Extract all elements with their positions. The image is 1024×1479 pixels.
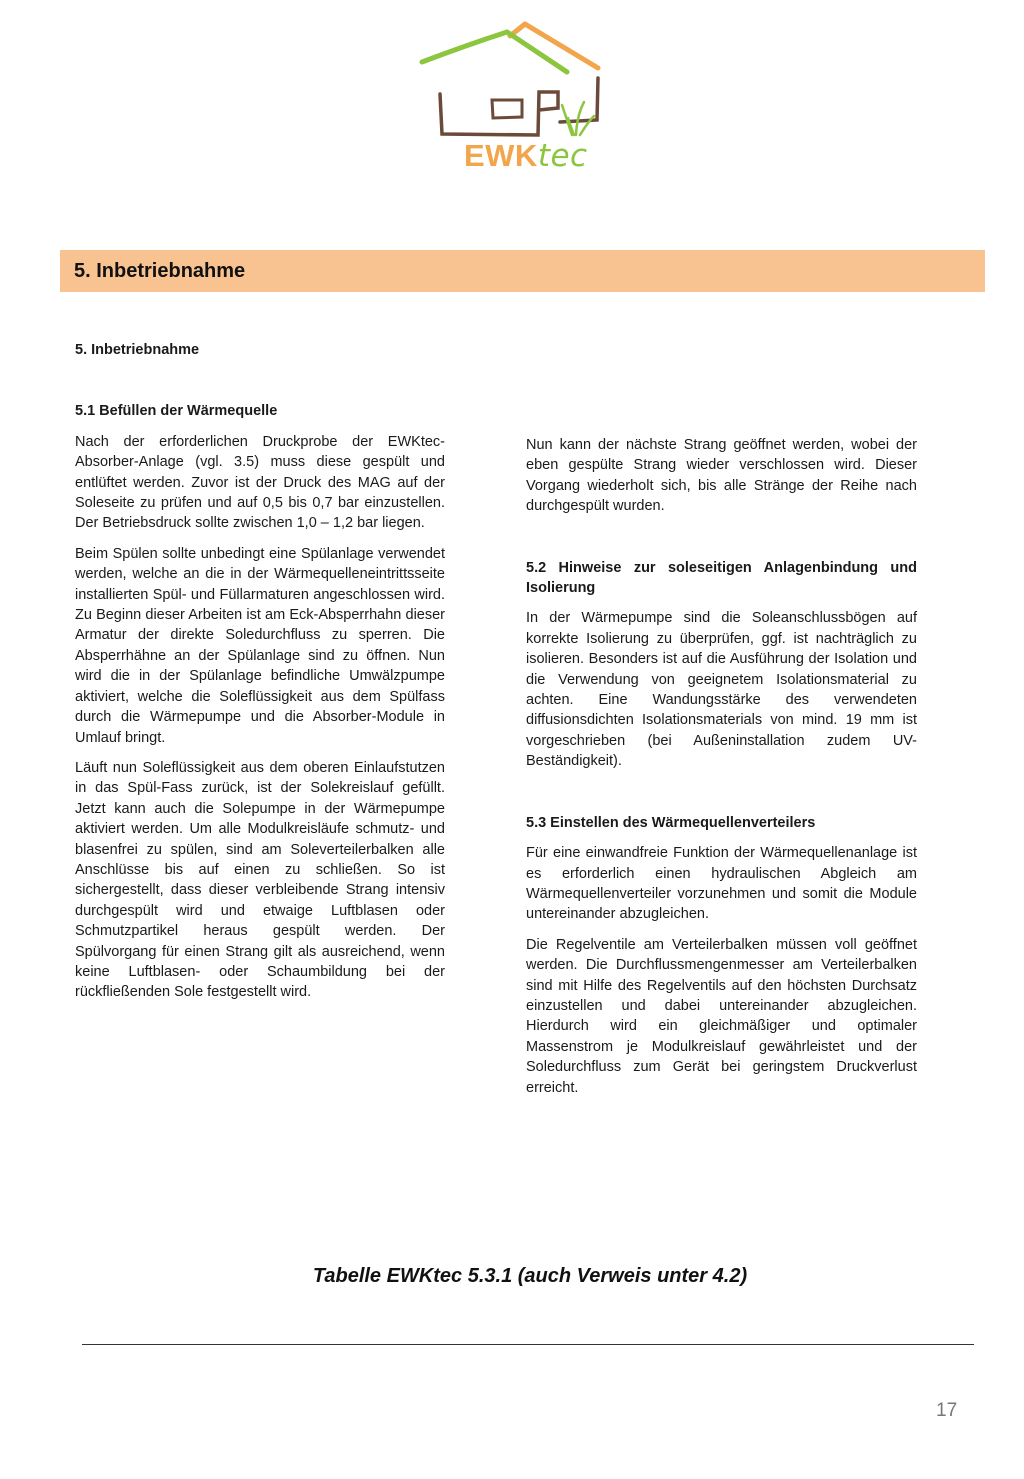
footer-divider <box>82 1344 974 1345</box>
subsection-heading-5-2: 5.2 Hinweise zur soleseitigen Anlagenbindung und Isolierung <box>526 559 917 597</box>
subsection-heading-5-3: 5.3 Einstellen des Wärmequellenverteilers <box>526 814 816 831</box>
paragraph: Läuft nun Soleflüssigkeit aus dem oberen Einlaufstutzen in das Spül-Fass zurück, ist der Solekreislauf gefüllt. Jetzt kann auch die Solepumpe in der Wärmepumpe aktiviert werden. Um alle Modulkreisläufe schmutz- und blasenfrei zu spülen, sind am Soleverteilerbalken alle Anschlüsse bis auf einen zu schließen. So ist sichergestellt, dass dieser verbleibende Strang intensiv durchgespült wird und etwaige Luftblasen oder Schmutzpartikel heraus gespült werden. Der Spülvorgang für einen Strang gilt als ausreichend, wenn keine Luftblasen- oder Schaumbildung bei der rückfließenden Sole festgestellt wird. <box>75 759 445 1001</box>
ewktec-logo <box>412 10 612 180</box>
chapter-title: 5. Inbetriebnahme <box>74 260 246 282</box>
page-number: 17 <box>936 1400 958 1421</box>
paragraph: In der Wärmepumpe sind die Soleanschlussbögen auf korrekte Isolierung zu überprüfen, ggf. ist nachträglich zu isolieren. Besonders ist auf die Ausführung der Isolation und die Verwendung von geeignetem Isolationsmaterial zu achten. Eine Wandungsstärke des verwendeten diffusionsdichten Isolationsmaterials von mind. 19 mm ist vorgeschrieben (bei Außeninstallation zudem UV-Beständigkeit). <box>526 610 917 770</box>
logo-wordmark <box>464 138 588 174</box>
subsection-heading-5-1: 5.1 Befüllen der Wärmequelle <box>75 403 278 420</box>
paragraph: Die Regelventile am Verteilerbalken müssen voll geöffnet werden. Die Durchflussmengenmesser am Verteilerbalken sind mit Hilfe des Regelventils auf den höchsten Durchsatz einzustellen und dabei untereinander abzugleichen. Hierdurch wird ein gleichmäßiger und optimaler Massenstrom je Modulkreislauf gewährleistet und der Soledurchfluss zum Gerät bei geringstem Druckverlust erreicht. <box>526 936 917 1096</box>
left-column <box>75 340 445 1013</box>
paragraph: Nach der erforderlichen Druckprobe der EWKtec-Absorber-Anlage (vgl. 3.5) muss diese gespült und entlüftet werden. Zuvor ist der Druck des MAG auf der Soleseite zu prüfen und auf 0,5 bis 0,7 bar einzustellen. Der Betriebsdruck sollte zwischen 1,0 – 1,2 bar liegen. <box>75 433 445 532</box>
right-column <box>526 435 917 1108</box>
paragraph: Nun kann der nächste Strang geöffnet werden, wobei der eben gespülte Strang wieder verschlossen wird. Dieser Vorgang wiederholt sich, bis alle Stränge der Reihe nach durchgespült wurden. <box>526 437 917 515</box>
paragraph: Für eine einwandfreie Funktion der Wärmequellenanlage ist es erforderlich einen hydraulischen Abgleich am Wärmequellenverteiler vorzunehmen und somit die Module untereinander abzugleichen. <box>526 845 917 923</box>
table-caption: Tabelle EWKtec 5.3.1 (auch Verweis unter 4.2) <box>312 1265 748 1287</box>
chapter-banner <box>60 250 985 292</box>
logo-wordmark-tec: tec <box>537 138 588 174</box>
section-heading: 5. Inbetriebnahme <box>75 342 200 358</box>
house-logo-icon <box>412 10 612 140</box>
paragraph: Beim Spülen sollte unbedingt eine Spülanlage verwendet werden, welche an die in der Wärmequelleneintrittsseite installierten Spül- und Füllarmaturen angeschlossen wird. Zu Beginn dieser Arbeiten ist am Eck-Absperrhahn dieser Armatur der direkte Soledurchfluss zu sperren. Die Absperrhähne an der Spülanlage sind zu öffnen. Nun wird die in der Spülanlage befindliche Umwälzpumpe aktiviert, welche die Soleflüssigkeit aus dem Spülfass durch die Wärmepumpe und die Absorber-Module in Umlauf bringt. <box>75 545 445 746</box>
logo-wordmark-ewk: EWK <box>464 138 538 173</box>
